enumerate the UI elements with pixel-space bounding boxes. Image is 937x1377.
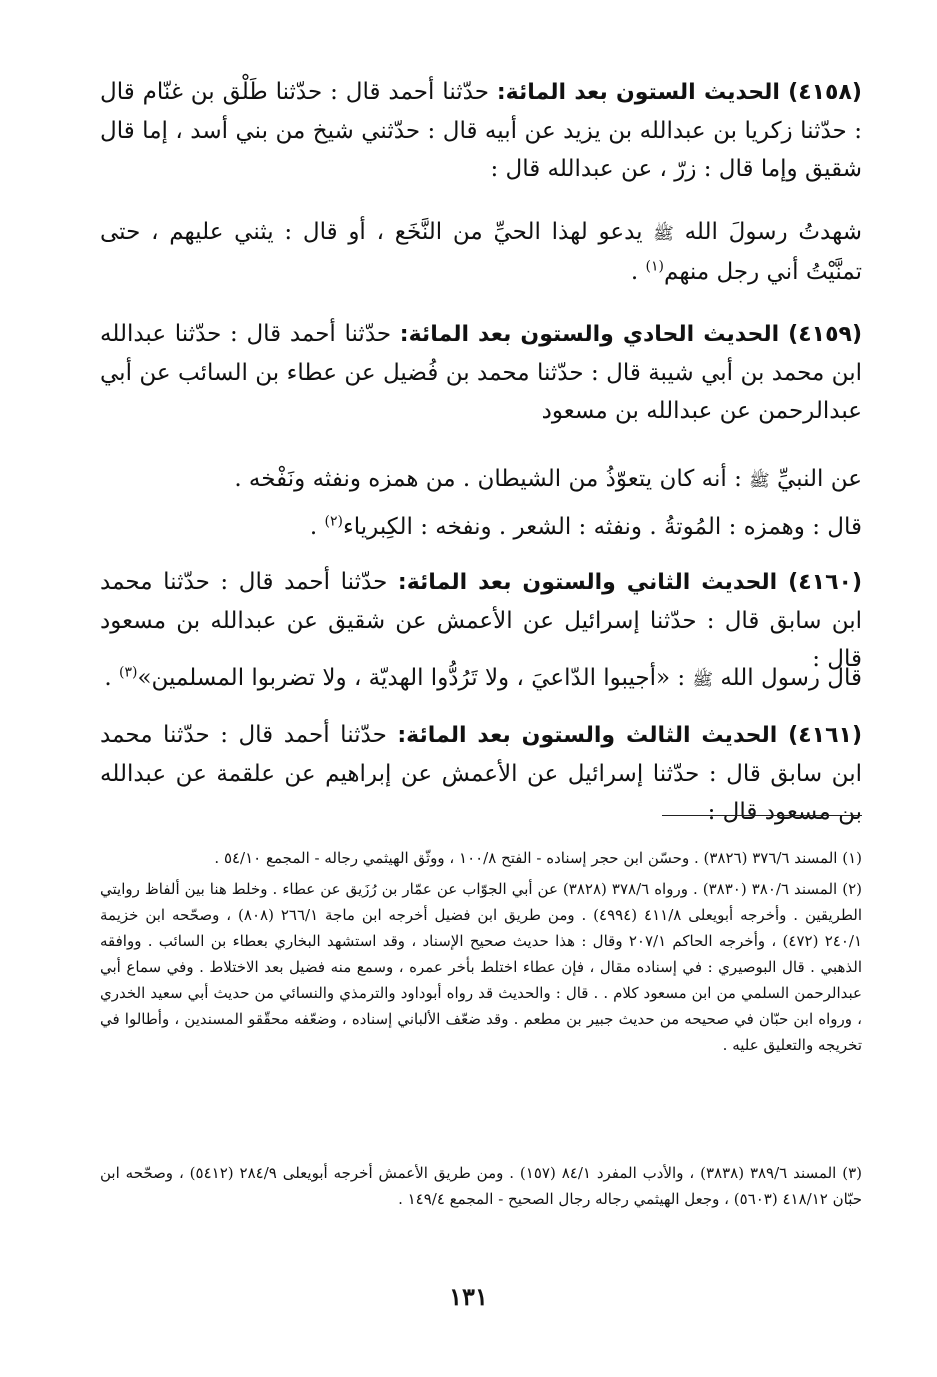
footnote-ref-3: (٣)	[118, 664, 138, 681]
footnote-ref-2: (٢)	[324, 513, 343, 530]
hadith-4160-matn	[100, 659, 902, 699]
hadith-4158-matn-a: شهدتُ رسولَ الله	[673, 219, 862, 245]
hadith-4159-label: (٤١٥٩) الحديث الحادي والستون بعد المائة:	[399, 322, 862, 347]
hadith-4159-isnad	[100, 315, 862, 430]
salawat-glyph: ﷺ	[749, 471, 770, 491]
hadith-4158-isnad-text: حدّثنا أحمد قال : حدّثنا طَلْق بن غنّام قال : حدّثنا زكريا بن عبدالله بن يزيد عن أبيه قال : حدّثني شيخ من بني أسد ، إما قال شقيق وإما قال : زرّ ، عن عبدالله قال :	[100, 79, 862, 182]
salawat-glyph: ﷺ	[653, 224, 674, 244]
footnote-3	[100, 1160, 862, 1212]
hadith-4158-label: (٤١٥٨) الحديث الستون بعد المائة:	[496, 80, 862, 105]
footnote-1	[100, 845, 862, 871]
hadith-4159-explanation-end: .	[309, 514, 325, 540]
hadith-4160-matn-b: : «أجيبوا الدّاعيَ ، ولا تَرُدُّوا الهديّة ، ولا تضربوا المسلمين»	[137, 665, 693, 691]
hadith-4160-matn-a: قال رسول الله	[713, 665, 862, 691]
hadith-4160-matn-end: .	[104, 665, 119, 691]
footnote-separator	[662, 815, 862, 816]
footnote-2-text: المسند ٣٨٠/٦ (٣٨٣٠) . ورواه ٣٧٨/٦ (٣٨٢٨) عن أبي الجوّاب عن عمّار بن رُزَيق عن عطاء . وخلط هنا بين ألفاظ روايتي الطريقين . وأخرجه أبويعلى ٤١١/٨ (٤٩٩٤) . ومن طريق ابن فضيل أخرجه ابن ماجة ٢٦٦/١ (٨٠٨) ، وصحّحه ابن خزيمة ٢٤٠/١ (٤٧٢) ، وأخرجه الحاكم ٢٠٧/١ وقال : هذا حديث صحيح الإسناد ، وقد استشهد البخاري بعطاء بن السائب . ووافقه الذهبي . قال البوصيري : في إسناده مقال ، فإن عطاء اختلط بأخر عمره ، وسمع منه فضيل بعد الاختلاط . وفي سماع أبي عبدالرحمن السلمي من ابن مسعود كلام . . قال : والحديث قد رواه أبوداود والترمذي والنسائي من حديث أبي سعيد الخدري ، ورواه ابن حبّان في صحيحه من حديث جبير بن مطعم . وقد ضعّف الألباني إسناده ، وضعّفه محقّقو المسندين ، وأطالوا في تخريجه والتعليق عليه .	[100, 880, 863, 1054]
footnote-3-text: المسند ٣٨٩/٦ (٣٨٣٨) ، والأدب المفرد ٨٤/١ (١٥٧) . ومن طريق الأعمش أخرجه أبويعلى ٢٨٤/٩ (٥٤١٢) ، وصحّحه ابن حبّان ٤١٨/١٢ (٥٦٠٣) ، وجعل الهيثمي رجاله رجال الصحيح - المجمع ١٤٩/٤ .	[100, 1164, 862, 1208]
footnote-3-number: (٣)	[842, 1164, 862, 1182]
hadith-4161-isnad-text: حدّثنا أحمد قال : حدّثنا محمد ابن سابق قال : حدّثنا إسرائيل عن الأعمش عن إبراهيم عن علقمة عن عبدالله بن مسعود قال :	[100, 722, 862, 825]
hadith-4159-explanation-text: قال : وهمزه : المُوتةُ . ونفثه : الشعر . ونفخه : الكِبرياء	[342, 514, 862, 540]
footnote-2-number: (٢)	[842, 880, 862, 898]
hadith-4161-label: (٤١٦١) الحديث الثالث والستون بعد المائة:	[397, 723, 863, 748]
footnote-2	[100, 876, 862, 1058]
hadith-4158-matn-b: يدعو لهذا الحيِّ من النَّخَع ، أو قال : يثني عليهم ، حتى تمنَّيْتُ أني رجل منهم	[100, 219, 862, 285]
hadith-4158-isnad	[100, 73, 862, 188]
hadith-4161-isnad	[100, 716, 862, 831]
hadith-4160-isnad-text: حدّثنا أحمد قال : حدّثنا محمد ابن سابق قال : حدّثنا إسرائيل عن الأعمش عن شقيق عن عبدالله بن مسعود قال :	[100, 569, 862, 672]
hadith-4159-isnad-text: حدّثنا أحمد قال : حدّثنا عبدالله ابن محمد بن أبي شيبة قال : حدّثنا محمد بن فُضيل عن عطاء بن السائب عن أبي عبدالرحمن عن عبدالله بن مسعود	[100, 321, 862, 424]
page-number: ١٣١	[449, 1282, 488, 1311]
salawat-glyph: ﷺ	[692, 670, 714, 690]
hadith-4159-matn-a: عن النبيِّ	[769, 466, 862, 492]
footnote-1-number: (١)	[842, 849, 862, 867]
footnote-1-text: المسند ٣٧٦/٦ (٣٨٢٦) . وحسّن ابن حجر إسناده - الفتح ١٠٠/٨ ، ووثّق الهيثمي رجاله - المجمع ٥٤/١٠ .	[214, 849, 843, 867]
footnote-ref-1: (١)	[645, 258, 665, 275]
hadith-4160-label: (٤١٦٠) الحديث الثاني والستون بعد المائة:	[397, 570, 863, 595]
hadith-4159-matn-b: : أنه كان يتعوّذُ من الشيطان . من همزه ونفثه ونَفْخه .	[234, 466, 750, 492]
hadith-4158-matn-end: .	[630, 259, 646, 285]
hadith-4158-matn	[100, 213, 902, 291]
hadith-4159-explanation	[100, 508, 902, 546]
hadith-4159-matn	[100, 460, 902, 500]
